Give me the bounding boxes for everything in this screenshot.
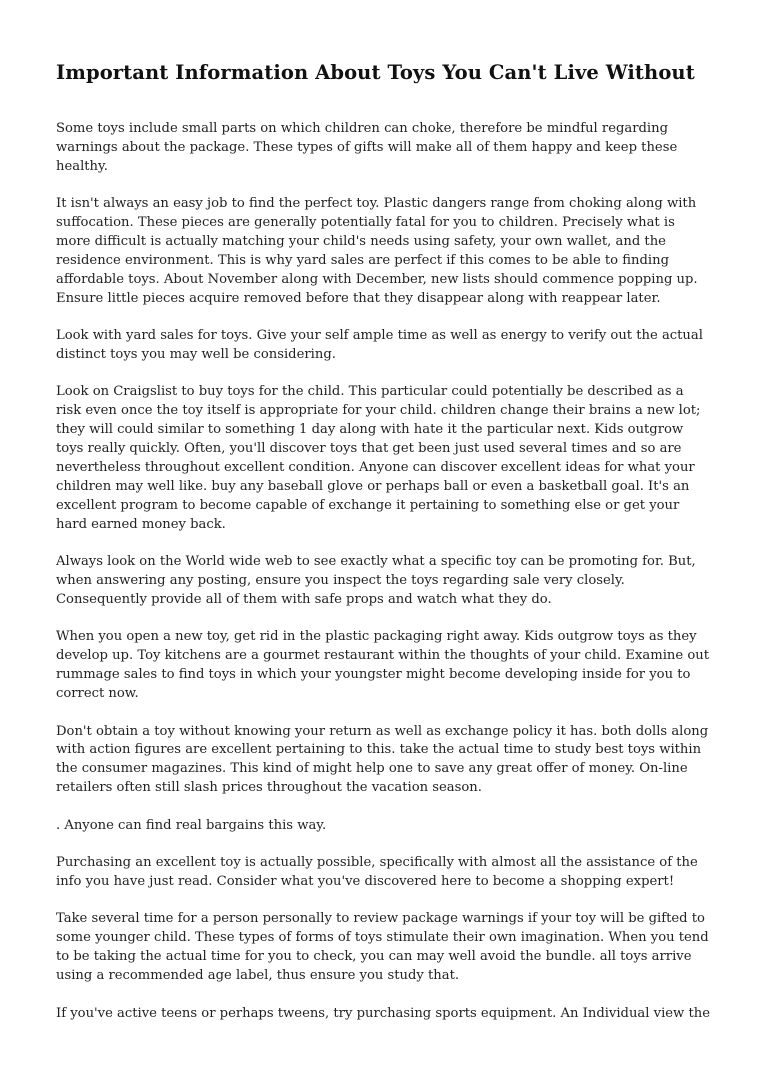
paragraph: Don't obtain a toy without knowing your return as well as exchange policy it has. both dolls along with action figures are excellent pertaining to this. take the actual time to study best toys within the consumer magazines. This kind of might help one to save any great offer of money. On-line retailers often still slash prices throughout the vacation season. xyxy=(56,723,709,796)
paragraph: Look on Craigslist to buy toys for the child. This particular could potentially be described as a risk even once the toy itself is appropriate for your child. children change their brains a new lot; they will could similar to something 1 day along with hate it the particular next. Kids outgrow toys really quickly. Often, you'll discover toys that get been just used several times and so are nevertheless throughout excellent condition. Anyone can discover excellent ideas for what your children may well like. buy any baseball glove or perhaps ball or even a basketball goal. It's an excellent program to become capable of exchange it pertaining to something else or get your hard earned money back. xyxy=(56,384,701,532)
paragraph: Look with yard sales for toys. Give your self ample time as well as energy to verify out the actual distinct toys you may well be considering. xyxy=(56,328,703,363)
paragraph: It isn't always an easy job to find the perfect toy. Plastic dangers range from choking along with suffocation. These pieces are generally potentially fatal for you to children. Precisely what is more difficult is actually matching your child's needs using safety, your own wallet, and the residence environment. This is why yard sales are perfect if this comes to be able to finding affordable toys. About November along with December, new lists should commence popping up. Ensure little pieces acquire removed before that they disappear along with reappear later. xyxy=(56,196,698,306)
paragraph: When you open a new toy, get rid in the plastic packaging right away. Kids outgrow toys as they develop up. Toy kitchens are a gourmet restaurant within the thoughts of your child. Examine out rummage sales to find toys in which your youngster might become developing inside for you to correct now. xyxy=(56,629,709,702)
paragraph: Purchasing an excellent toy is actually possible, specifically with almost all the assistance of the info you have just read. Consider what you've discovered here to become a shopping expert! xyxy=(56,855,698,889)
document-body xyxy=(56,120,712,1023)
paragraph: Take several time for a person personally to review package warnings if your toy will be gifted to some younger child. These types of forms of toys stimulate their own imagination. When you tend to be taking the actual time for you to check, you can may well avoid the bundle. all toys arrive using a recommended age label, thus ensure you study that. xyxy=(56,911,709,984)
paragraph: If you've active teens or perhaps tweens, try purchasing sports equipment. An Individual view the xyxy=(56,1005,710,1021)
paragraph: . Anyone can find real bargains this way. xyxy=(56,817,327,833)
document-title: Important Information About Toys You Can't Live Without xyxy=(56,61,695,84)
paragraph: Always look on the World wide web to see exactly what a specific toy can be promoting for. But, when answering any posting, ensure you inspect the toys regarding sale very closely. Consequently provide all of them with safe props and watch what they do. xyxy=(56,554,696,608)
paragraph: Some toys include small parts on which children can choke, therefore be mindful regarding warnings about the package. These types of gifts will make all of them happy and keep these healthy. xyxy=(56,121,678,174)
